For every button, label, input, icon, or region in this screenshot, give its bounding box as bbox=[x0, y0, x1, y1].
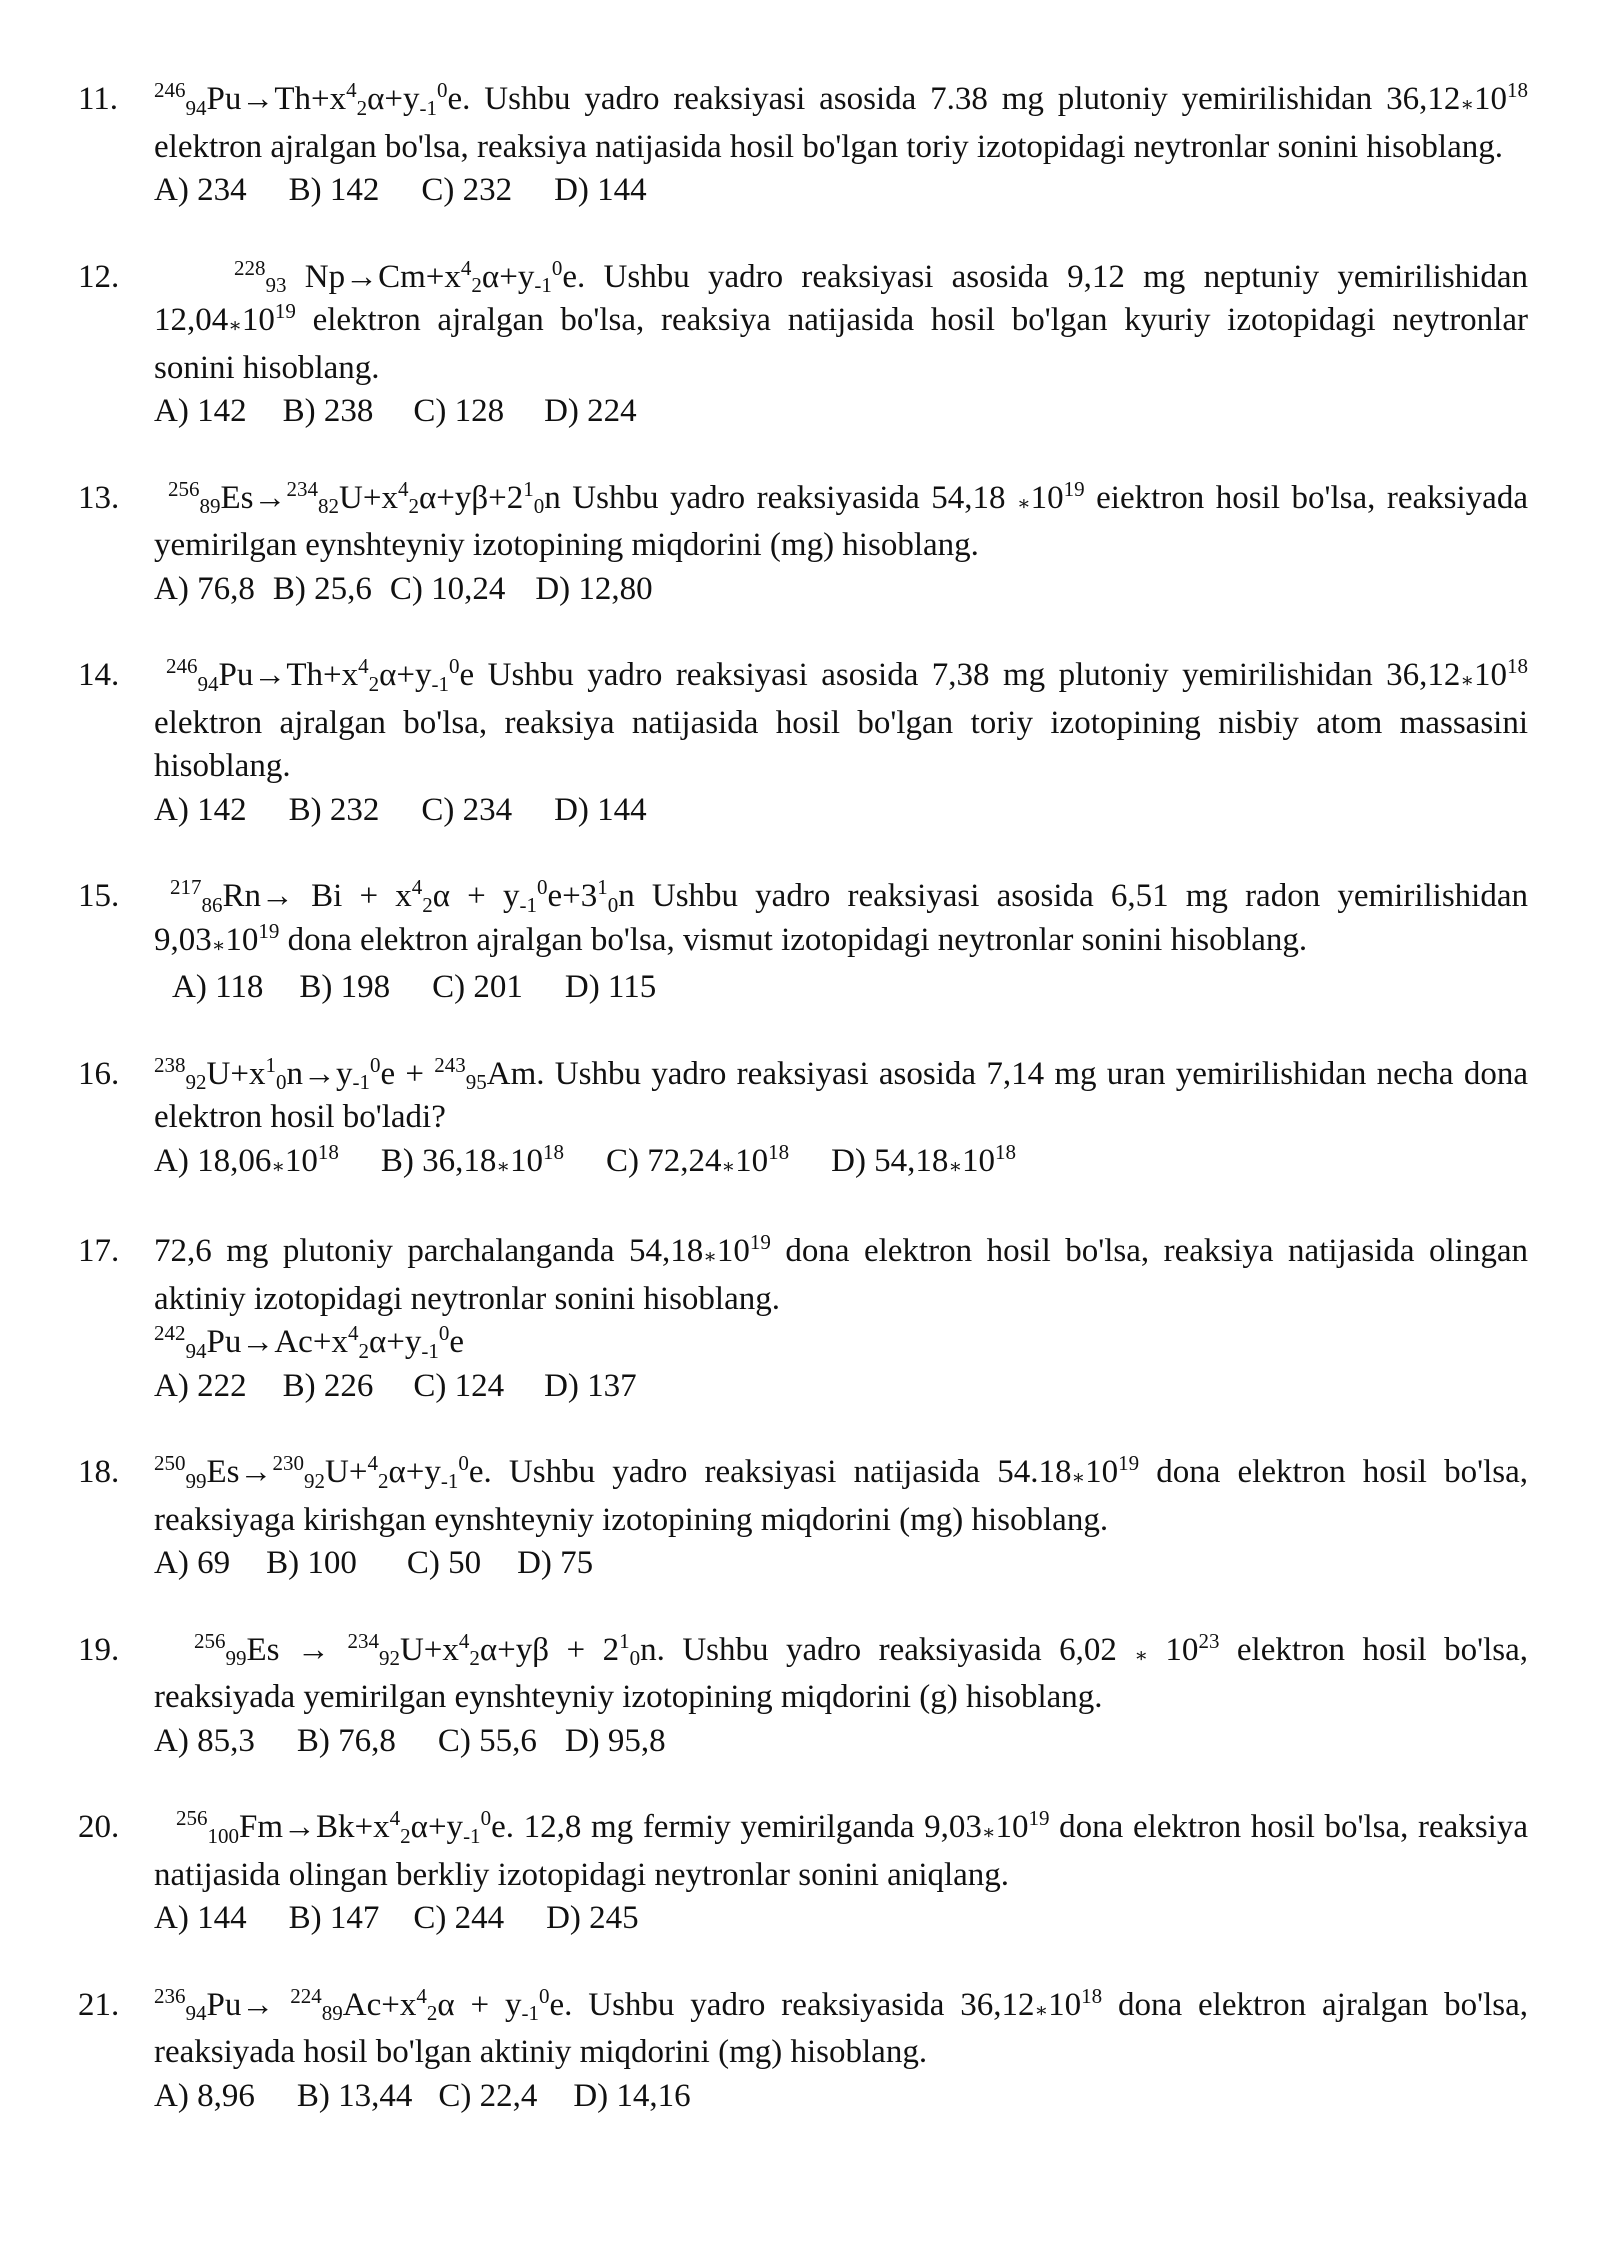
answer-option-a: A) 85,3 bbox=[154, 1722, 255, 1759]
answer-option-a: A) 144 bbox=[154, 1900, 247, 1936]
question-item bbox=[78, 1806, 1528, 1941]
answer-option-b: B) 238 bbox=[282, 393, 374, 429]
answer-option-a: A) 142 bbox=[154, 791, 247, 828]
question-number: 21. bbox=[78, 1986, 120, 2023]
answer-option-b: B) 198 bbox=[299, 969, 391, 1005]
answer-option-c: C) 128 bbox=[413, 393, 505, 429]
answer-option-d: D) 144 bbox=[554, 791, 647, 828]
answer-option-d: D) 144 bbox=[554, 172, 647, 208]
question-number: 19. bbox=[78, 1631, 120, 1668]
question-text: $^{256}_{99}Es \to ^{234}_{92}U+x^4_2\alpha+y\beta + 2^1_0n$. Ushbu yadro reaksiyasida 6,02 ∗ $10^{23}$ elektron hosil bo'lsa, reaksiyada yemirilgan eynshteyniy izotopining miqdorini (g) hisoblang. bbox=[154, 1628, 1528, 1715]
question-item bbox=[78, 1451, 1528, 1586]
answer-option-b: B) 13,44 bbox=[296, 2077, 413, 2114]
question-item bbox=[78, 1053, 1528, 1188]
answer-options bbox=[154, 390, 1528, 434]
answer-option-a: A) 118 bbox=[172, 969, 264, 1005]
question-number: 14. bbox=[78, 657, 120, 693]
question-number: 11. bbox=[78, 81, 119, 117]
question-text: $^{217}_{86}Rn\to Bi + x^4_2\alpha + y_{-1}^0e+3^1_0n$ Ushbu yadro reaksiyasi asosida 6,51 mg radon yemirilishidan $9,03∗10^{19}$ dona elektron ajralgan bo'lsa, vismut izotopidagi neytronlar sonini hisoblang. bbox=[154, 875, 1528, 958]
question-number: 17. bbox=[78, 1233, 120, 1269]
question-text: $^{228}_{93}$ $Np\to Cm+x^4_2\alpha+y_{-1}^0e$. Ushbu yadro reaksiyasi asosida 9,12 mg neptuniy yemirilishidan $12,04∗10^{19}$ elektron ajralgan bo'lsa, reaksiya natijasida hosil bo'lgan kyuriy izotopidagi neytronlar sonini hisoblang. bbox=[154, 255, 1528, 386]
answer-option-c: C) 232 bbox=[421, 172, 513, 208]
question-number: 13. bbox=[78, 479, 120, 516]
question-item bbox=[78, 875, 1528, 1010]
answer-option-b: B) 76,8 bbox=[296, 1722, 396, 1759]
answer-option-b: B) 232 bbox=[288, 791, 380, 828]
answer-option-d: D) 245 bbox=[546, 1900, 639, 1936]
question-text: $^{246}_{94}Pu\to Th+x^4_2\alpha+y_{-1}^0e$ Ushbu yadro reaksiyasi asosida 7,38 mg plutoniy yemirilishidan $36,12∗10^{18}$ elektron ajralgan bo'lsa, reaksiya natijasida hosil bo'lgan toriy izotopining nisbiy atom massasini hisoblang. bbox=[154, 654, 1528, 784]
answer-options bbox=[154, 568, 1528, 612]
answer-options bbox=[154, 169, 1528, 213]
question-item bbox=[78, 1629, 1528, 1764]
question-text: $^{238}_{92}U+x^1_0n\to y_{-1}^0e + ^{243}_{95}Am$. Ushbu yadro reaksiyasi asosida 7,14 mg uran yemirilishidan necha dona elektron hosil bo'ladi? bbox=[154, 1052, 1529, 1135]
answer-options bbox=[154, 1897, 1528, 1941]
answer-option-d: D) 115 bbox=[564, 969, 657, 1005]
answer-option-d: D) 14,16 bbox=[573, 2077, 691, 2114]
answer-option-a: A) 69 bbox=[154, 1545, 231, 1581]
answer-option-a: A) 234 bbox=[154, 172, 247, 208]
answer-option-b: B) 142 bbox=[288, 172, 380, 208]
answer-option-a: A) 222 bbox=[154, 1367, 247, 1404]
answer-option-d: D) 224 bbox=[544, 393, 637, 429]
question-number: 18. bbox=[78, 1454, 120, 1490]
answer-option-d: D) 137 bbox=[544, 1367, 637, 1404]
answer-option-c: C) 124 bbox=[413, 1367, 505, 1404]
question-item bbox=[78, 1230, 1528, 1408]
answer-options bbox=[154, 1542, 1528, 1586]
answer-option-b: B) 100 bbox=[266, 1545, 357, 1581]
answer-option-a: A) 8,96 bbox=[154, 2077, 255, 2114]
answer-option-a: A) 76,8 bbox=[154, 570, 255, 607]
question-text: $^{236}_{94}Pu\to ^{224}_{89}Ac+x^4_2\alpha + y_{-1}^0e$. Ushbu yadro reaksiyasida $36,12∗10^{18}$ dona elektron ajralgan bo'lsa, reaksiyada hosil bo'lgan aktiniy miqdorini (mg) hisoblang. bbox=[154, 1983, 1529, 2070]
answer-option-c: C) 22,4 bbox=[438, 2077, 538, 2114]
answer-option-c: C) 50 bbox=[406, 1545, 482, 1581]
answer-option-b: B) 147 bbox=[288, 1900, 380, 1936]
question-text: $^{256}_{100}Fm\to Bk+x^4_2\alpha+y_{-1}^0e$. 12,8 mg fermiy yemirilganda $9,03∗10^{19}$ dona elektron hosil bo'lsa, reaksiya natijasida olingan berkliy izotopidagi neytronlar sonini aniqlang. bbox=[154, 1806, 1528, 1893]
answer-option-c: C) 10,24 bbox=[389, 570, 506, 607]
question-number: 15. bbox=[78, 878, 120, 914]
question-text: 72,6 mg plutoniy parchalanganda $54,18∗10^{19}$ dona elektron hosil bo'lsa, reaksiya natijasida olingan aktiniy izotopidagi neytronlar sonini hisoblang. bbox=[154, 1230, 1528, 1317]
question-list bbox=[78, 78, 1528, 2161]
question-item bbox=[78, 256, 1528, 434]
answer-option-d: D) $54,18∗10^{18}$ bbox=[831, 1139, 1017, 1179]
question-number: 16. bbox=[78, 1055, 120, 1092]
answer-option-d: D) 12,80 bbox=[535, 570, 653, 607]
answer-options bbox=[154, 1720, 1528, 1764]
question-number: 20. bbox=[78, 1809, 120, 1845]
question-text: $^{250}_{99}Es\to^{230}_{92}U+^4_2\alpha+y_{-1}^0e$. Ushbu yadro reaksiyasi natijasida $54.18∗10^{19}$ dona elektron hosil bo'lsa, reaksiyaga kirishgan eynshteyniy izotopining miqdorini (mg) hisoblang. bbox=[154, 1451, 1528, 1538]
answer-options bbox=[154, 789, 1528, 833]
answer-options bbox=[154, 2075, 1528, 2119]
answer-option-b: B) $36,18∗10^{18}$ bbox=[380, 1139, 565, 1179]
answer-option-c: C) 55,6 bbox=[437, 1722, 537, 1759]
question-text: $^{256}_{89}Es\to^{234}_{82}U+x^4_2\alpha+y\beta+2^1_0n$ Ushbu yadro reaksiyasida 54,18 $∗10^{19}$ eiektron hosil bo'lsa, reaksiyada yemirilgan eynshteyniy izotopining miqdorini (mg) hisoblang. bbox=[154, 476, 1528, 563]
question-item bbox=[78, 654, 1528, 832]
question-item bbox=[78, 477, 1528, 612]
answer-options bbox=[154, 1365, 1528, 1409]
answer-option-c: C) 234 bbox=[421, 791, 513, 828]
answer-option-c: C) 201 bbox=[432, 969, 523, 1005]
answer-options bbox=[154, 966, 1528, 1010]
answer-option-c: C) 244 bbox=[413, 1900, 505, 1936]
answer-option-d: D) 95,8 bbox=[564, 1722, 666, 1759]
question-item bbox=[78, 1984, 1528, 2119]
answer-option-b: B) 25,6 bbox=[272, 570, 372, 607]
question-item bbox=[78, 78, 1528, 213]
answer-option-c: C) $72,24∗10^{18}$ bbox=[606, 1139, 790, 1179]
answer-options bbox=[154, 1140, 1528, 1188]
answer-option-b: B) 226 bbox=[282, 1367, 374, 1404]
answer-option-d: D) 75 bbox=[517, 1545, 594, 1581]
answer-option-a: A) $18,06∗10^{18}$ bbox=[154, 1139, 339, 1179]
question-number: 12. bbox=[78, 258, 120, 295]
answer-option-a: A) 142 bbox=[154, 393, 247, 429]
question-text: $^{246}_{94}Pu\to Th+x^4_2\alpha+y_{-1}^0e$. Ushbu yadro reaksiyasi asosida 7.38 mg plutoniy yemirilishidan $36,12∗10^{18}$ elektron ajralgan bo'lsa, reaksiya natijasida hosil bo'lgan toriy izotopidagi neytronlar sonini hisoblang. bbox=[154, 78, 1528, 165]
reaction-formula: $^{242}_{94}Pu\to Ac+x^4_2\alpha+y_{-1}^0e$ bbox=[154, 1321, 465, 1363]
